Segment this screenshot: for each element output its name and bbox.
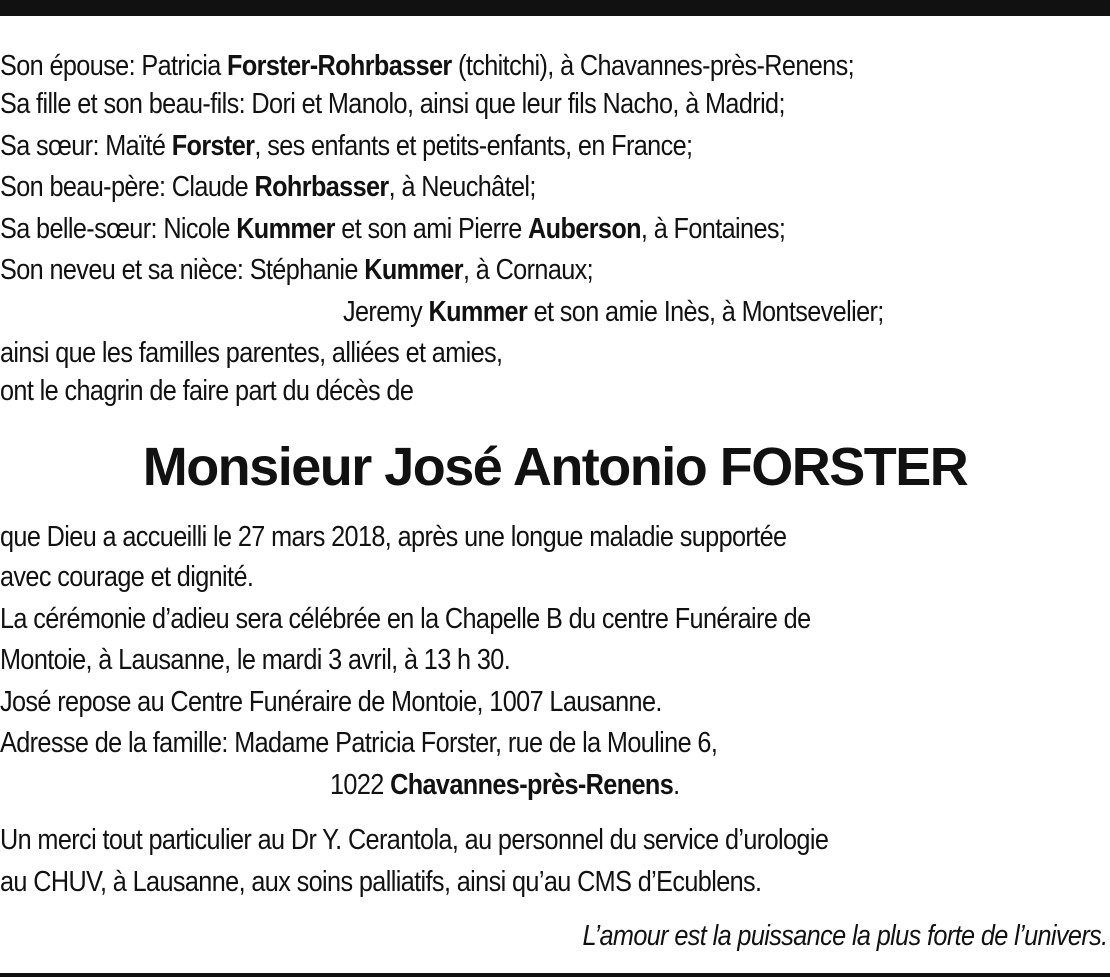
body-line-date: [0, 518, 966, 556]
family-line-nephew-niece: [0, 251, 966, 289]
closing-quote: L’amour est la puissance la plus forte de l’univers.: [582, 920, 1108, 952]
deceased-name: Monsieur José Antonio FORSTER: [142, 437, 968, 497]
family-line-relatives: [0, 334, 966, 372]
family-line-sister: [0, 127, 966, 165]
text: 1022: [330, 769, 391, 801]
body-line-courage: [0, 558, 966, 596]
family-line-sister-in-law: [0, 210, 966, 248]
bold-name: Forster-Rohrbasser: [227, 50, 452, 82]
body-line-address-city: [330, 766, 1009, 804]
text: que Dieu a accueilli le 27 mars 2018, après une longue maladie supportée: [0, 521, 787, 553]
bottom-rule: [0, 973, 1110, 977]
bold-name: Kummer: [236, 213, 335, 245]
bold-name: Kummer: [364, 254, 463, 286]
body-line-ceremony-time: [0, 641, 966, 679]
thanks-line-2: [0, 863, 966, 901]
text: Son épouse: Patricia: [0, 50, 228, 82]
text: Adresse de la famille: Madame Patricia Forster, rue de la Mouline 6,: [0, 727, 718, 759]
body-line-ceremony: [0, 600, 966, 638]
text: et son ami Pierre: [334, 213, 529, 245]
text: .: [673, 769, 680, 801]
text: , à Cornaux;: [462, 254, 594, 286]
text: (tchitchi), à Chavannes-près-Renens;: [451, 50, 855, 82]
text: Son neveu et sa nièce: Stéphanie: [0, 254, 365, 286]
text: Sa sœur: Maïté: [0, 130, 172, 162]
family-line-jeremy: [343, 293, 1010, 331]
text: Son beau-père: Claude: [0, 171, 255, 203]
text: ont le chagrin de faire part du décès de: [0, 375, 414, 407]
text: La cérémonie d’adieu sera célébrée en la Chapelle B du centre Funéraire de: [0, 603, 811, 635]
text: et son amie Inès, à Montsevelier;: [527, 296, 884, 328]
text: Sa fille et son beau-fils: Dori et Manolo, ainsi que leur fils Nacho, à Madrid;: [0, 88, 785, 120]
text: , à Neuchâtel;: [388, 171, 536, 203]
text: au CHUV, à Lausanne, aux soins palliatifs, ainsi qu’au CMS d’Ecublens.: [0, 866, 762, 898]
thanks-line-1: [0, 821, 966, 859]
top-rule: [0, 0, 1110, 16]
text: Jeremy: [343, 296, 429, 328]
text: José repose au Centre Funéraire de Montoie, 1007 Lausanne.: [0, 686, 662, 718]
bold-name: Auberson: [528, 213, 641, 245]
body-line-repose: [0, 683, 966, 721]
family-line-father-in-law: [0, 168, 966, 206]
text: Un merci tout particulier au Dr Y. Cerantola, au personnel du service d’urologie: [0, 824, 829, 856]
family-line-announcement: [0, 372, 966, 410]
body-line-address: [0, 724, 966, 762]
bold-name: Kummer: [428, 296, 528, 328]
text: , ses enfants et petits-enfants, en France;: [254, 130, 693, 162]
bold-city: Chavannes-près-Renens: [390, 769, 674, 801]
text: Sa belle-sœur: Nicole: [0, 213, 237, 245]
text: Montoie, à Lausanne, le mardi 3 avril, à 13 h 30.: [0, 644, 511, 676]
text: ainsi que les familles parentes, alliées et amies,: [0, 337, 503, 369]
bold-name: Rohrbasser: [254, 171, 389, 203]
text: avec courage et dignité.: [0, 561, 254, 593]
bold-name: Forster: [171, 130, 255, 162]
family-line-daughter: [0, 85, 966, 123]
text: , à Fontaines;: [640, 213, 786, 245]
family-line-spouse: [0, 47, 966, 85]
